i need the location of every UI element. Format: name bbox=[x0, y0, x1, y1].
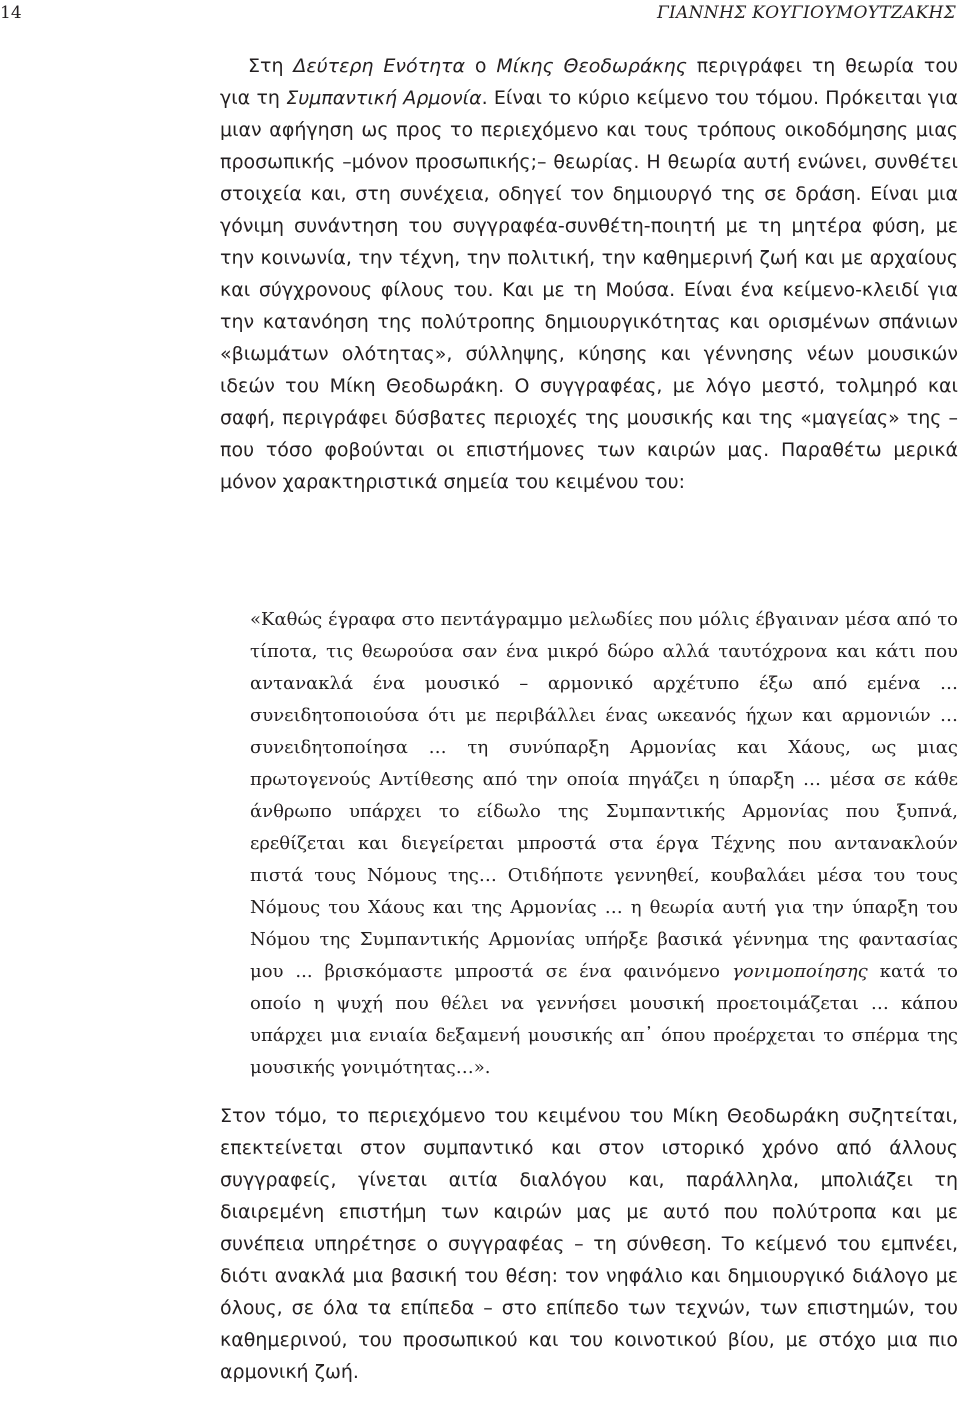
author-name-italic: Μίκης Θεοδωράκης bbox=[496, 55, 687, 77]
running-head: ΓΙΑΝΝΗΣ ΚΟΥΓΙΟΥΜΟΥΤΖΑΚΗΣ bbox=[656, 3, 956, 23]
theory-name-italic: Συμπαντική Αρμονία bbox=[286, 87, 482, 109]
quote-text: κατά το οποίο η ψυχή που θέλει να γεννήσει μουσική προετοιμάζεται … κάπου υπάρχει μια ενιαία δεξαμενή μουσικής απ᾽ όπου προέρχεται το σπέρμα της μουσικής γονιμότητας…». bbox=[250, 961, 958, 1078]
paragraph-intro-text: περιγράφει τη θεωρία του για τη bbox=[220, 55, 958, 109]
section-title-italic: Δεύτερη Ενότητα bbox=[293, 55, 466, 77]
paragraph-intro-text: . Είναι το κύριο κείμενο του τόμου. Πρόκειται για μιαν αφήγηση ως προς το περιεχόμενο και τους τρόπους οικοδόμησης μιας προσωπικής –μόνον προσωπικής;– θεωρίας. Η θεωρία αυτή ενώνει, συνθέτει στοιχεία και, στη συνέχεια, οδηγεί τον δημιουργό της σε δράση. Είναι μια γόνιμη συνάντηση του συγγραφέα-συνθέτη-ποιητή με τη μητέρα φύση, με την κοινωνία, την τέχνη, την πολιτική, την καθημερινή ζωή και με αρχαίους και σύγχρονους φίλους του. Και με τη Μούσα. Είναι ένα κείμενο-κλειδί για την κατανόηση της πολύτροπης δημιουργικότητας και ορισμένων σπάνιων «βιωμάτων ολότητας», σύλληψης, κύησης και γέννησης νέων μουσικών ιδεών του Μίκη Θεοδωράκη. Ο συγγραφέας, με λόγο μεστό, τολμηρό και σαφή, περιγράφει δύσβατες περιοχές της μουσικής και της «μαγείας» της – που τόσο φοβούνται οι επιστήμονες των καιρών μας. Παραθέτω μερικά μόνον χαρακτηριστικά σημεία του κειμένου του: bbox=[220, 87, 958, 493]
page-header bbox=[0, 3, 960, 27]
paragraph-intro bbox=[220, 50, 958, 498]
page-number: 14 bbox=[0, 3, 22, 23]
paragraph-closing: Στον τόμο, το περιεχόμενο του κειμένου του Μίκη Θεοδωράκη συζητείται, επεκτείνεται στον συμπαντικό και στον ιστορικό χρόνο από άλλους συγγραφείς, γίνεται αιτία διαλόγου και, παράλληλα, μπολιάζει τη διαιρεμένη επιστήμη των καιρών μας με αυτό που πολύτροπα και με συνέπεια υπηρέτησε ο συγγραφέας – τη σύνθεση. Το κείμενό του εμπνέει, διότι ανακλά μια βασική του θέση: τον νηφάλιο και δημιουργικό διάλογο με όλους, σε όλα τα επίπεδα – στο επίπεδο των τεχνών, των επιστημών, του καθημερινού, του προσωπικού και του κοινοτικού βίου, με στόχο μια πιο αρμονική ζωή. bbox=[220, 1105, 958, 1383]
quote-text: «Καθώς έγραφα στο πεντάγραμμο μελωδίες που μόλις έβγαιναν μέσα από το τίποτα, τις θεωρούσα σαν ένα μικρό δώρο αλλά ταυτόχρονα και κάτι που αντανακλά ένα μουσικό – αρμονικό αρχέτυπο έξω από εμένα … συνειδητοποιούσα ότι με περιβάλλει ένας ωκεανός ήχων και αρμονιών … συνειδητοποίησα … τη συνύπαρξη Αρμονίας και Χάους, ως μιας πρωτογενούς Αντίθεσης από την οποία πηγάζει η ύπαρξη … μέσα σε κάθε άνθρωπο υπάρχει το είδωλο της Συμπαντικής Αρμονίας που ξυπνά, ερεθίζεται και διεγείρεται μπροστά στα έργα Τέχνης που αντανακλούν πιστά τους Νόμους της… Οτιδήποτε γεννηθεί, κουβαλάει μέσα του τους Νόμους του Χάους και της Αρμονίας … η θεωρία αυτή για την ύπαρξη του Νόμου της Συμπαντικής Αρμονίας υπήρξε βασικά γέννημα της φαντασίας μου ... βρισκόμαστε μπροστά σε ένα φαινόμενο bbox=[250, 609, 958, 982]
paragraph-intro-text: ο bbox=[465, 55, 497, 77]
block-quote bbox=[250, 604, 958, 1084]
paragraph-intro-text: Στη bbox=[248, 55, 294, 77]
quote-emphasis-italic: γονιμοποίησης bbox=[731, 961, 868, 982]
